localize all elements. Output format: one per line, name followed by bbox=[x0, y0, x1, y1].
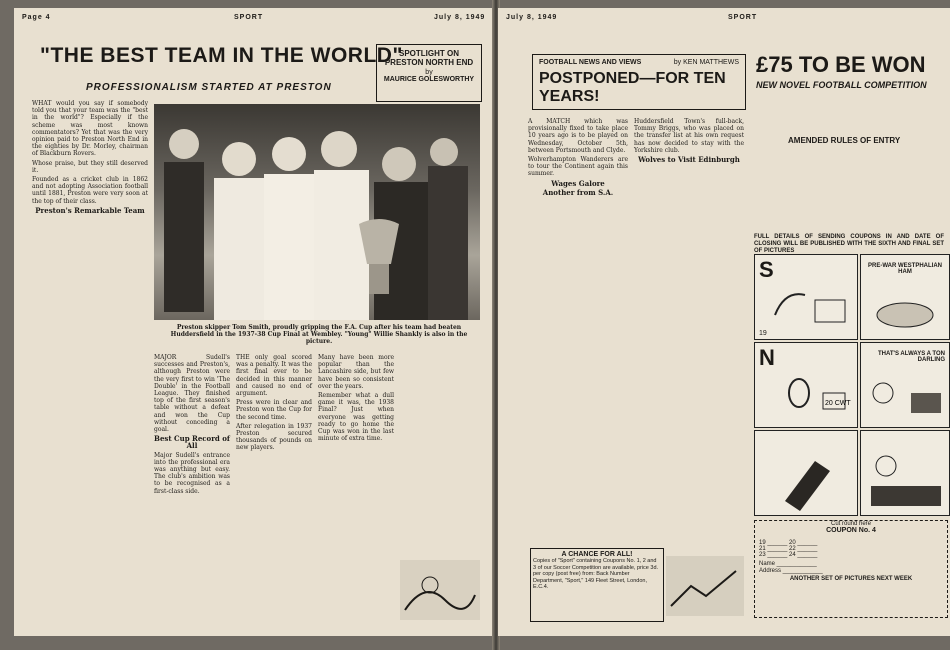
spotlight-by: by bbox=[425, 69, 433, 76]
subheading: Best Cup Record of All bbox=[154, 434, 230, 451]
picture-label: THAT'S ALWAYS A TON DARLING bbox=[878, 351, 945, 363]
puzzle-picture-24 bbox=[860, 430, 950, 516]
paragraph: A MATCH which was provisionally fixed to take place 10 years ago is to be played on Wednesday, October 5th, between Portsmouth and Clyde. bbox=[528, 118, 628, 154]
name-field[interactable]: Name ____________ bbox=[759, 561, 817, 567]
name-label: Name bbox=[759, 561, 776, 567]
spotlight-box bbox=[376, 44, 482, 102]
page-number: Page 4 bbox=[22, 14, 51, 21]
competition-subtitle: NEW NOVEL FOOTBALL COMPETITION bbox=[756, 80, 927, 90]
cartoon-image bbox=[666, 556, 744, 616]
puzzle-picture-19 bbox=[754, 254, 858, 340]
paragraph: Remember what a dull game it was, the 1938 Final? Just when everyone was getting ready to go home the Cup was won in the last minute of extra time. bbox=[318, 392, 394, 443]
picture-letter: S bbox=[759, 257, 774, 282]
subheadline: PROFESSIONALISM STARTED AT PRESTON bbox=[86, 82, 332, 93]
address-label: Address bbox=[759, 568, 782, 574]
coupon-cut-line: Cut round here bbox=[830, 521, 872, 527]
masthead: SPORT bbox=[234, 14, 264, 21]
column-5 bbox=[400, 354, 480, 554]
section-label: FOOTBALL NEWS AND VIEWS bbox=[539, 59, 642, 66]
subheading: Wolves to Visit Edinburgh bbox=[638, 155, 740, 165]
paragraph: Wolverhampton Wanderers are to tour the Continent again this summer. bbox=[528, 156, 628, 178]
competition-title: £75 TO BE WON bbox=[756, 52, 926, 77]
paragraph: After relegation in 1937 Preston secured thousands of pounds on new players. bbox=[236, 422, 312, 452]
coupon-title: COUPON No. 4 bbox=[826, 527, 876, 534]
paragraph: Huddersfield Town's full-back, Tommy Briggs, who was placed on the transfer list at his own request has now decided to stay with the Yorkshire club. bbox=[634, 118, 744, 154]
paragraph: Press were in clear and Preston won the Cup for the second time. bbox=[236, 399, 312, 421]
rules-title: AMENDED RULES OF ENTRY bbox=[788, 136, 901, 145]
byline: by KEN MATTHEWS bbox=[673, 59, 739, 66]
paragraph: MAJOR Sudell's successes and Preston's, although Preston were the very first to win 'The Double' in the Football League. They finished top of the first season's table without a defeat and won the Cup without conceding a goal. bbox=[154, 354, 230, 434]
paragraph: Founded as a cricket club in 1862 and not adopting Association football until 1881, Preston were very soon at the top of their class. bbox=[32, 176, 148, 205]
paragraph: Whose praise, but they still deserved it. bbox=[32, 159, 148, 174]
paragraph: Many have been more popular than the Lancashire side, but few have been so consistent over the years. bbox=[318, 354, 394, 390]
puzzle-picture-23 bbox=[754, 430, 858, 516]
puzzle-picture-21 bbox=[754, 342, 858, 428]
rules-text bbox=[754, 148, 944, 228]
news-headline: POSTPONED—FOR TEN YEARS! bbox=[539, 70, 726, 105]
picture-label: PRE-WAR WESTPHALIAN HAM bbox=[868, 263, 942, 275]
spotlight-author: MAURICE GOLESWORTHY bbox=[383, 76, 475, 83]
picture-label: 20 CWT bbox=[825, 400, 851, 407]
sending-details: FULL DETAILS OF SENDING COUPONS IN AND DATE OF CLOSING WILL BE PUBLISHED WITH THE SIXTH AND FINAL SET OF PICTURES bbox=[754, 234, 944, 255]
chance-box bbox=[530, 548, 664, 622]
chance-body: Copies of "Sport" containing Coupons No. 1, 2 and 3 of our Soccer Competition are available, price 3d. per copy (post free) from: Back Number Department, "Sport," 149 Fleet Street, London, E.C.4. bbox=[533, 558, 659, 590]
subheading: Preston's Remarkable Team bbox=[35, 205, 145, 215]
coupon-rows: 19 ______ 20 ______ 21 ______ 22 ______ 23 ______ 24 ______ bbox=[759, 540, 818, 558]
cartoon-image bbox=[400, 560, 480, 620]
main-headline: "THE BEST TEAM IN THE WORLD" bbox=[40, 44, 403, 67]
masthead: SPORT bbox=[728, 14, 758, 21]
right-page bbox=[498, 8, 950, 636]
subheading: Wages Galore bbox=[551, 178, 605, 188]
team-photo bbox=[154, 104, 480, 320]
column-3 bbox=[236, 354, 312, 624]
chance-title: A CHANCE FOR ALL! bbox=[561, 551, 633, 558]
coupon bbox=[754, 520, 948, 618]
issue-date: July 8, 1949 bbox=[434, 14, 486, 21]
photo-caption: Preston skipper Tom Smith, proudly gripping the F.A. Cup after his team had beaten Huddersfield in the 1937-38 Cup Final at Wembley. "Young" Willie Shankly is also in the picture. bbox=[170, 324, 468, 346]
news-column-2 bbox=[634, 118, 744, 538]
puzzle-picture-20 bbox=[860, 254, 950, 340]
paragraph: WHAT would you say if somebody told you that your team was the "best in the world"? Especially if the scheme was most known commentators? Yet that was the very opinion paid to Preston North End in the eighties by Dr. Morley, chairman of Blackburn Rovers. bbox=[32, 100, 148, 158]
paragraph: Major Sudell's entrance into the professional era was anything but easy. The club's ambition was to be recognised as a first-class side. bbox=[154, 451, 230, 495]
column-4 bbox=[318, 354, 394, 624]
address-field[interactable]: Address ____________ bbox=[759, 568, 823, 574]
spotlight-title: SPOTLIGHT ON PRESTON NORTH END bbox=[384, 49, 474, 67]
column-1 bbox=[32, 100, 148, 550]
news-column-1 bbox=[528, 118, 628, 538]
picture-number: 19 bbox=[759, 330, 767, 337]
news-headline-box bbox=[532, 54, 746, 110]
left-page bbox=[14, 8, 494, 636]
coupon-footer: ANOTHER SET OF PICTURES NEXT WEEK bbox=[789, 576, 913, 582]
column-2 bbox=[154, 354, 230, 624]
photo-figures bbox=[154, 104, 480, 320]
subheading: Another from S.A. bbox=[542, 187, 614, 197]
paragraph: THE only goal scored was a penalty. It was the first final ever to be decided in this manner and caused no end of argument. bbox=[236, 354, 312, 398]
picture-letter: N bbox=[759, 345, 775, 370]
puzzle-picture-22 bbox=[860, 342, 950, 428]
issue-date: July 8, 1949 bbox=[506, 14, 558, 21]
